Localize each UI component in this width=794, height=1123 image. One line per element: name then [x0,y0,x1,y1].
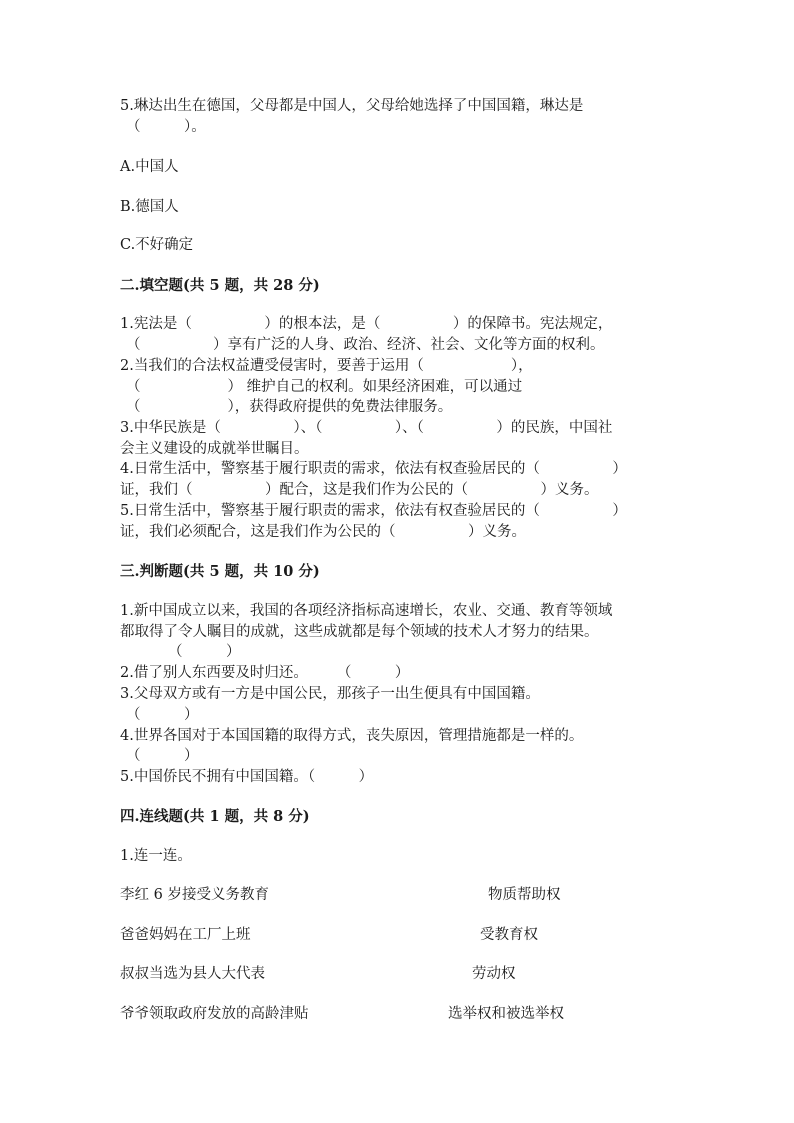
judge-line-4: 2.借了别人东西要及时归还。 （ ） [120,665,410,681]
judge-line-3: （ ） [168,644,241,660]
section-3-heading: 三.判断题(共 5 题，共 10 分) [120,563,320,580]
fill-line-9: 证，我们（ ）配合，这是我们作为公民的（ ）义务。 [120,482,599,498]
match-right-item-4: 选举权和被选举权 [448,1006,564,1022]
match-left-item-1: 李红 6 岁接受义务教育 [120,887,269,903]
fill-line-11: 证，我们必须配合，这是我们作为公民的（ ）义务。 [120,524,526,540]
judge-line-2: 都取得了令人瞩目的成就，这些成就都是每个领域的技术人才努力的结果。 [120,624,599,640]
question-5-option-b: B.德国人 [120,199,179,215]
question-5-option-c: C.不好确定 [120,237,194,253]
judge-line-1: 1.新中国成立以来，我国的各项经济指标高速增长，农业、交通、教育等领域 [120,603,613,619]
judge-line-9: 5.中国侨民不拥有中国国籍。（ ） [120,769,374,785]
question-5-line-1: 5.琳达出生在德国，父母都是中国人，父母给她选择了中国国籍，琳达是 [120,98,584,114]
section-4-heading: 四.连线题(共 1 题，共 8 分) [120,808,310,825]
match-left-item-3: 叔叔当选为县人大代表 [120,966,265,982]
fill-line-2: （ ）享有广泛的人身、政治、经济、社会、文化等方面的权利。 [126,337,605,353]
match-left-item-2: 爸爸妈妈在工厂上班 [120,927,251,943]
fill-line-3: 2.当我们的合法权益遭受侵害时，要善于运用（ ）， [120,358,533,374]
fill-line-5: （ ），获得政府提供的免费法律服务。 [126,399,453,415]
match-right-item-2: 受教育权 [480,927,538,943]
judge-line-6: （ ） [126,707,199,723]
section-2-heading: 二.填空题(共 5 题，共 28 分) [120,277,320,294]
judge-line-7: 4.世界各国对于本国国籍的取得方式，丧失原因，管理措施都是一样的。 [120,728,584,744]
question-5-option-a: A.中国人 [120,159,179,175]
match-right-item-1: 物质帮助权 [488,887,561,903]
fill-line-10: 5.日常生活中，警察基于履行职责的需求，依法有权查验居民的（ ） [120,503,627,519]
question-5-line-2: （ ）。 [126,119,206,135]
judge-line-5: 3.父母双方或有一方是中国公民，那孩子一出生便具有中国国籍。 [120,686,540,702]
fill-line-6: 3.中华民族是（ ）、（ ）、（ ）的民族，中国社 [120,420,613,436]
judge-line-8: （ ） [126,748,199,764]
match-left-item-4: 爷爷领取政府发放的高龄津贴 [120,1006,309,1022]
fill-line-4: （ ） 维护自己的权利。如果经济困难，可以通过 [126,379,523,395]
fill-line-8: 4.日常生活中，警察基于履行职责的需求，依法有权查验居民的（ ） [120,461,627,477]
fill-line-7: 会主义建设的成就举世瞩目。 [120,441,309,457]
fill-line-1: 1.宪法是（ ）的根本法，是（ ）的保障书。宪法规定， [120,316,613,332]
match-question: 1.连一连。 [120,848,192,864]
match-right-item-3: 劳动权 [472,966,516,982]
